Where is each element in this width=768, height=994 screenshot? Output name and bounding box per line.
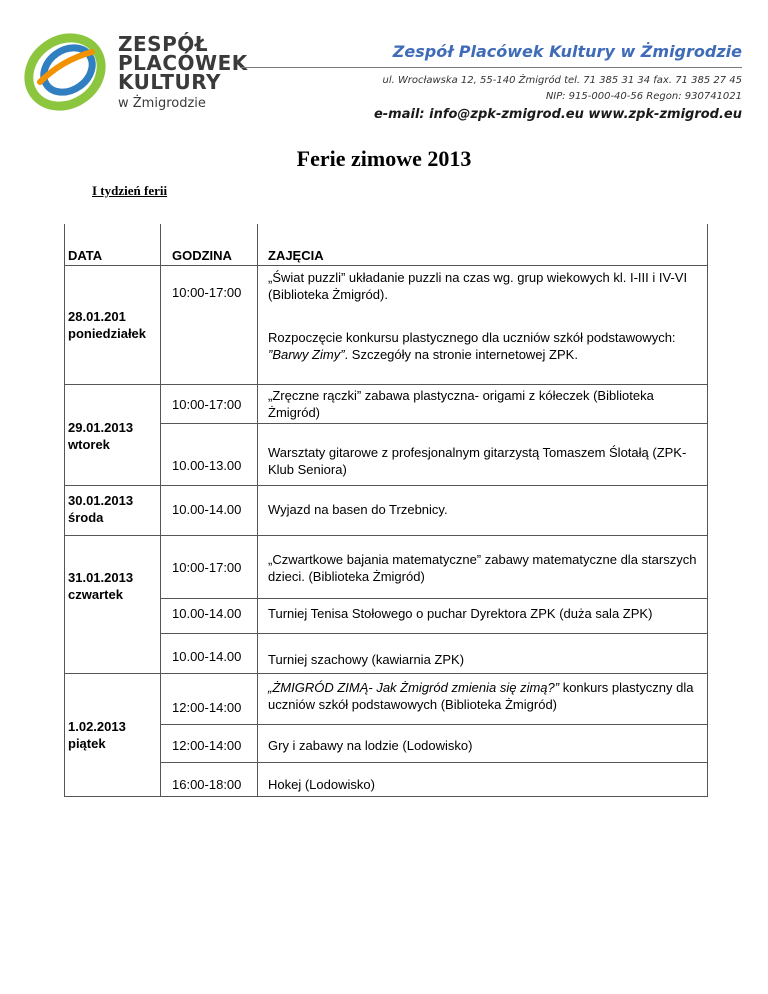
day-name: poniedziałek: [68, 326, 147, 341]
activity-text: Warsztaty gitarowe z profesjonalnym gitarzystą Tomaszem Ślotałą (ZPK- Klub Seniora): [268, 445, 687, 477]
table-border-right: [707, 224, 708, 797]
row-divider: [160, 598, 708, 599]
date-value: 1.02.2013: [68, 719, 126, 734]
date-value: 30.01.2013: [68, 493, 134, 508]
row-divider: [64, 265, 161, 266]
time-slot: 16:00-18:00: [172, 777, 242, 792]
row-date: [68, 569, 156, 603]
activity-text: [268, 329, 702, 363]
logo-line-1: ZESPÓŁ: [118, 32, 209, 56]
activity-text: [268, 679, 702, 713]
table-border-bottom: [64, 796, 708, 797]
row-divider: [160, 423, 708, 424]
activity-text-part: . Szczegóły na stronie internetowej ZPK.: [344, 347, 578, 362]
time-slot: 12:00-14:00: [172, 738, 242, 753]
contest-name: ”Barwy Zimy”: [268, 347, 345, 362]
contest-name: „ŻMIGRÓD ZIMĄ- Jak Żmigród zmienia się zimą?”: [268, 680, 560, 695]
activity-text: „Świat puzzli” układanie puzzli na czas wg. grup wiekowych kl. I-III i IV-VI (Biblioteka Żmigród).: [268, 270, 688, 302]
row-date: [68, 419, 156, 453]
time-slot: 10:00-17:00: [172, 397, 242, 412]
row-date: [68, 308, 156, 342]
date-value: 29.01.2013: [68, 420, 134, 435]
date-value: 28.01.201: [68, 309, 126, 324]
time-slot: 10.00-14.00: [172, 502, 242, 517]
table-border-col2: [257, 224, 258, 797]
time-slot: 10.00-13.00: [172, 458, 242, 473]
activity-text-part: Rozpoczęcie konkursu plastycznego dla uczniów szkół podstawowych:: [268, 330, 676, 345]
day-name: piątek: [68, 736, 106, 751]
activity-text: „Zręczne rączki” zabawa plastyczna- origami z kółeczek (Biblioteka Żmigród): [268, 388, 654, 420]
logo-line-3: KULTURY: [118, 70, 221, 94]
row-divider: [160, 633, 708, 634]
time-slot: 10:00-17:00: [172, 560, 242, 575]
row-divider: [64, 485, 708, 486]
activity-text: Turniej szachowy (kawiarnia ZPK): [268, 652, 465, 667]
organization-address: ul. Wrocławska 12, 55-140 Żmigród tel. 71 385 31 34 fax. 71 385 27 45: [382, 75, 742, 86]
row-divider: [64, 535, 708, 536]
activity-text: Gry i zabawy na lodzie (Lodowisko): [268, 738, 473, 753]
activity-text: Turniej Tenisa Stołowego o puchar Dyrektora ZPK (duża sala ZPK): [268, 606, 653, 621]
time-slot: 10.00-14.00: [172, 606, 242, 621]
row-divider: [160, 265, 708, 266]
row-divider: [160, 762, 708, 763]
header-time: GODZINA: [172, 248, 232, 263]
row-divider: [64, 673, 708, 674]
header-activity: ZAJĘCIA: [268, 248, 324, 263]
logo-subtitle: w Żmigrodzie: [118, 96, 206, 111]
header-divider: [240, 67, 742, 68]
zpk-logo-icon: [22, 30, 108, 112]
logo-wordmark: [118, 32, 248, 111]
organization-contact: e-mail: info@zpk-zmigrod.eu www.zpk-zmigrod.eu: [373, 107, 742, 122]
row-date: [68, 718, 156, 752]
table-border-left: [64, 224, 65, 797]
activity-text: „Czwartkowe bajania matematyczne” zabawy matematyczne dla starszych dzieci. (Biblioteka Żmigród): [268, 552, 697, 584]
day-name: czwartek: [68, 587, 123, 602]
activity-text-part: konkurs plastyczny dla uczniów szkół podstawowych (Biblioteka Żmigród): [268, 680, 694, 712]
date-value: 31.01.2013: [68, 570, 134, 585]
document-title: Ferie zimowe 2013: [296, 146, 472, 171]
table-border-col1: [160, 224, 161, 797]
row-divider: [160, 724, 708, 725]
week-label: I tydzień ferii: [92, 183, 168, 198]
day-name: wtorek: [68, 437, 110, 452]
activity-text: Hokej (Lodowisko): [268, 777, 375, 792]
logo-line-2: PLACÓWEK: [118, 51, 248, 75]
day-name: środa: [68, 510, 104, 525]
organization-name: Zespół Placówek Kultury w Żmigrodzie: [392, 42, 742, 61]
time-slot: 10.00-14.00: [172, 649, 242, 664]
header-date: DATA: [68, 248, 103, 263]
schedule-table: [64, 224, 708, 797]
time-slot: 10:00-17:00: [172, 285, 242, 300]
row-divider: [64, 384, 708, 385]
activity-text: Wyjazd na basen do Trzebnicy.: [268, 502, 448, 517]
row-date: [68, 492, 156, 526]
organization-ids: NIP: 915-000-40-56 Regon: 930741021: [545, 91, 742, 102]
time-slot: 12:00-14:00: [172, 700, 242, 715]
